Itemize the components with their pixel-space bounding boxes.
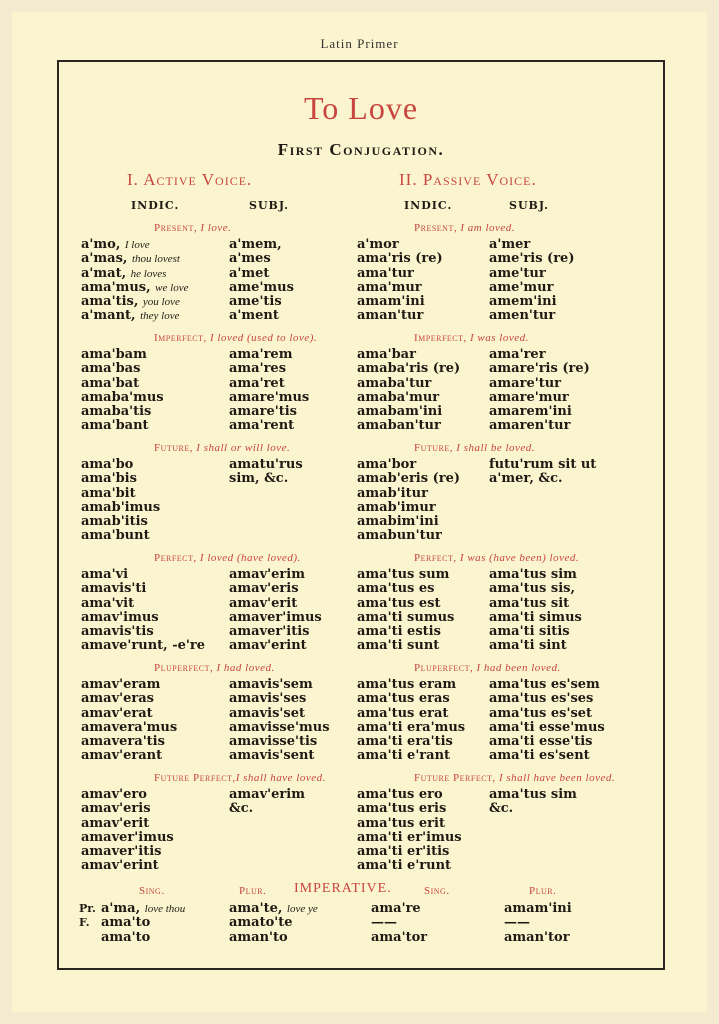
verb-form: ama'ti estis xyxy=(357,624,441,640)
verb-form: amab'eris (re) xyxy=(357,471,460,487)
verb-form: ama'ti esse'mus xyxy=(489,719,605,735)
verb-form: ama'tus es'ses xyxy=(489,691,594,707)
imperative-form xyxy=(101,916,185,930)
imperative-plur-label: Plur. xyxy=(239,885,267,897)
imperative-heading: IMPERATIVE. xyxy=(294,881,392,896)
verb-form: ama'res xyxy=(229,361,287,377)
verb-form: ama'ti era'mus xyxy=(357,719,466,735)
verb-form: amavera'mus xyxy=(81,719,178,735)
verb-form: amavera'tis xyxy=(81,734,165,750)
english-gloss: they love xyxy=(140,310,180,323)
active-future-indic-column xyxy=(81,458,160,544)
verb-form: ama'bas xyxy=(81,361,141,377)
verb-form: amaba'tis xyxy=(81,404,152,420)
passive-imperfect-label: Imperfect, I was loved. xyxy=(414,332,529,344)
verb-form: amav'erat xyxy=(81,705,153,721)
verb-form: ama'tus sis, xyxy=(489,581,575,597)
verb-form: ama'bant xyxy=(81,418,149,434)
active-perfect-label: Perfect, I loved (have loved). xyxy=(154,552,301,564)
verb-form: ama'bam xyxy=(81,347,147,362)
imperative-row-labels xyxy=(79,902,96,931)
verb-form xyxy=(81,295,188,309)
verb-form: ame'mur xyxy=(489,279,554,295)
verb-form: amavisse'mus xyxy=(229,719,330,735)
imperative-form: —— xyxy=(371,915,397,931)
passive-pluperfect-subj-column xyxy=(489,678,605,764)
conjugation-frame xyxy=(57,60,665,970)
verb-form: a'mes xyxy=(229,251,271,267)
verb-form: ama'bo xyxy=(81,457,134,472)
latin-form: ama'to xyxy=(101,915,151,931)
verb-form: amav'erim xyxy=(229,567,305,582)
active-present-indic-column xyxy=(81,238,188,324)
verb-form: ama'ti es'sent xyxy=(489,748,590,764)
passive-perfect-subj-column xyxy=(489,568,582,654)
verb-form: ama'bis xyxy=(81,471,137,487)
verb-form: ama'mur xyxy=(357,279,422,295)
active-present-label: Present, I love. xyxy=(154,222,232,234)
verb-form: amav'erant xyxy=(81,748,163,764)
active-present-subj-column xyxy=(229,238,294,324)
latin-form: ama'tis, xyxy=(81,294,143,310)
verb-form: amam'ini xyxy=(357,294,425,310)
english-gloss: he loves xyxy=(130,267,167,280)
verb-form: amare'mus xyxy=(229,389,310,405)
verb-form: amavisse'tis xyxy=(229,734,318,750)
verb-form: amav'eras xyxy=(81,691,154,707)
english-gloss: love ye xyxy=(286,903,318,915)
verb-form: ama'ti e'rant xyxy=(357,748,451,764)
verb-form: amaren'tur xyxy=(489,418,571,434)
verb-form: ama'ris (re) xyxy=(357,251,443,267)
verb-form: ama'tus sim xyxy=(489,567,577,582)
passive-indic-header: INDIC. xyxy=(404,199,453,212)
verb-form: a'mem, xyxy=(229,237,282,252)
latin-form: a'mas, xyxy=(81,251,132,267)
verb-form: ama'tus sum xyxy=(357,567,450,582)
verb-form: amabun'tur xyxy=(357,528,442,544)
verb-form: ama'tus es xyxy=(357,581,435,597)
verb-form: ama'tus erat xyxy=(357,705,449,721)
verb-form: ama'ti sunt xyxy=(357,638,440,654)
passive-future_perfect-label: Future Perfect, I shall have been loved. xyxy=(414,772,616,784)
latin-form: amato'te xyxy=(229,915,293,931)
verb-form: ame'tis xyxy=(229,294,282,310)
active-future-subj-column xyxy=(229,458,303,487)
verb-form: a'mer, &c. xyxy=(489,471,563,487)
imperative-passive-sing xyxy=(371,902,427,945)
verb-form: amav'eris xyxy=(81,801,151,817)
passive-subj-header: SUBJ. xyxy=(509,199,550,212)
verb-form: ama'vit xyxy=(81,595,135,611)
imperative-passive-plur xyxy=(504,902,572,945)
active-future_perfect-subj-column xyxy=(229,788,305,817)
verb-form: amaver'itis xyxy=(81,844,162,860)
imperative-form xyxy=(229,931,318,945)
verb-form: amaver'imus xyxy=(229,609,322,625)
verb-form: ama'tus eram xyxy=(357,677,457,692)
english-gloss: you love xyxy=(142,296,180,309)
active-indic-header: INDIC. xyxy=(131,199,180,212)
verb-form: amav'erit xyxy=(81,815,150,831)
passive-present-subj-column xyxy=(489,238,574,324)
verb-form: ama'bunt xyxy=(81,528,150,544)
verb-form: aman'tur xyxy=(357,308,424,324)
english-gloss: love thou xyxy=(144,903,186,915)
active-pluperfect-label: Pluperfect, I had loved. xyxy=(154,662,275,674)
active-future_perfect-indic-column xyxy=(81,788,174,874)
imperative-form xyxy=(229,902,318,916)
verb-form: ama'bar xyxy=(357,347,416,362)
verb-form: amav'erint xyxy=(81,858,159,874)
verb-form: amav'erint xyxy=(229,638,307,654)
verb-form: ama'bit xyxy=(81,485,136,501)
verb-form: amavis'sem xyxy=(229,677,313,692)
verb-form: ama'tur xyxy=(357,265,414,281)
verb-form: ame'ris (re) xyxy=(489,251,575,267)
verb-form: amatu'rus xyxy=(229,457,303,472)
verb-form: amaban'tur xyxy=(357,418,441,434)
verb-form: ama'tus es'sem xyxy=(489,677,600,692)
verb-form: futu'rum sit ut xyxy=(489,457,597,472)
verb-form: amav'ero xyxy=(81,787,147,802)
passive-present-label: Present, I am loved. xyxy=(414,222,516,234)
verb-form: ama'rer xyxy=(489,347,546,362)
verb-form: ama'tus es'set xyxy=(489,705,593,721)
english-gloss: I love xyxy=(124,239,150,251)
verb-form: a'met xyxy=(229,265,270,281)
verb-form: a'ment xyxy=(229,308,279,324)
verb-form: ama'tus eras xyxy=(357,691,450,707)
verb-form: amaba'mur xyxy=(357,389,440,405)
verb-form: amav'eram xyxy=(81,677,161,692)
verb-form: amav'erit xyxy=(229,595,298,611)
verb-form: ama'tus eris xyxy=(357,801,447,817)
latin-form: a'mat, xyxy=(81,265,131,281)
passive-pluperfect-label: Pluperfect, I had been loved. xyxy=(414,662,561,674)
passive-future-indic-column xyxy=(357,458,460,544)
active-imperfect-indic-column xyxy=(81,348,164,434)
verb-form: ama'ti er'imus xyxy=(357,829,462,845)
active-voice-heading: I. Active Voice. xyxy=(127,170,253,189)
imperative-plur-label-2: Plur. xyxy=(529,885,557,897)
latin-form: ama'to xyxy=(101,929,151,945)
verb-form: ama'ti er'itis xyxy=(357,844,450,860)
verb-form: amab'imur xyxy=(357,499,436,515)
imperative-sing-label-2: Sing. xyxy=(424,885,450,897)
english-gloss: thou lovest xyxy=(131,253,180,266)
verb-form: ama'ti era'tis xyxy=(357,734,453,750)
verb-form: amaver'imus xyxy=(81,829,174,845)
verb-form: ama'ti sumus xyxy=(357,609,455,625)
passive-future-label: Future, I shall be loved. xyxy=(414,442,536,454)
verb-form: ama'tus ero xyxy=(357,787,443,802)
verb-form: amare'mur xyxy=(489,389,569,405)
verb-form: ama'ti esse'tis xyxy=(489,734,593,750)
verb-form: ama'rem xyxy=(229,347,293,362)
passive-future_perfect-indic-column xyxy=(357,788,462,874)
active-future-label: Future, I shall or will love. xyxy=(154,442,291,454)
verb-form: ama'ti sitis xyxy=(489,624,570,640)
verb-form: amav'eris xyxy=(229,581,299,597)
active-pluperfect-subj-column xyxy=(229,678,330,764)
verb-form: amaba'ris (re) xyxy=(357,361,461,377)
imperative-sing-label: Sing. xyxy=(139,885,165,897)
verb-form: amaba'mus xyxy=(81,389,164,405)
page xyxy=(12,12,707,1012)
verb-form xyxy=(81,238,188,252)
verb-form: ama'tus sit xyxy=(489,595,570,611)
imperative-form: amam'ini xyxy=(504,901,572,916)
latin-form: aman'to xyxy=(229,929,288,945)
passive-pluperfect-indic-column xyxy=(357,678,465,764)
imperative-form: —— xyxy=(504,915,530,931)
verb-form: ama'rent xyxy=(229,418,295,434)
latin-form: a'mant, xyxy=(81,308,141,324)
verb-form xyxy=(81,281,188,295)
passive-perfect-indic-column xyxy=(357,568,454,654)
imperative-form xyxy=(101,902,185,916)
verb-form: ama'ret xyxy=(229,375,285,391)
verb-form: ama'bat xyxy=(81,375,140,391)
imperative-active-plur xyxy=(229,902,318,945)
imperative-form xyxy=(229,916,318,930)
passive-imperfect-subj-column xyxy=(489,348,590,434)
conjugation-subtitle: First Conjugation. xyxy=(277,140,445,159)
verb-form: amavis'set xyxy=(229,705,305,721)
passive-perfect-label: Perfect, I was (have been) loved. xyxy=(414,552,580,564)
verb-form: amavis'tis xyxy=(81,624,154,640)
verb-form: ama'tus erit xyxy=(357,815,445,831)
verb-form: &c. xyxy=(229,801,254,817)
verb-form: amen'tur xyxy=(489,308,556,324)
page-title: To Love xyxy=(303,90,419,126)
latin-form: ama'te, xyxy=(229,901,287,916)
verb-form: amaba'tur xyxy=(357,375,432,391)
verb-form: amav'erim xyxy=(229,787,305,802)
verb-form: ama'vi xyxy=(81,567,129,582)
verb-form: ama'bor xyxy=(357,457,417,472)
verb-form: amav'imus xyxy=(81,609,159,625)
imperative-form: ama'tor xyxy=(371,929,428,945)
latin-form: a'ma, xyxy=(101,901,145,916)
verb-form xyxy=(81,267,188,281)
verb-form: amaver'itis xyxy=(229,624,310,640)
verb-form: amab'itur xyxy=(357,485,428,501)
active-subj-header: SUBJ. xyxy=(249,199,290,212)
verb-form: amarem'ini xyxy=(489,404,572,420)
verb-form: ama'ti sint xyxy=(489,638,567,654)
active-perfect-indic-column xyxy=(81,568,205,654)
latin-form: a'mo, xyxy=(81,237,125,252)
active-future_perfect-label: Future Perfect,I shall have loved. xyxy=(154,772,326,784)
verb-form: amave'runt, -e're xyxy=(81,638,205,654)
verb-form: ama'tus sim xyxy=(489,787,577,802)
verb-form: amabim'ini xyxy=(357,514,439,530)
active-pluperfect-indic-column xyxy=(81,678,177,764)
verb-form xyxy=(81,252,188,266)
verb-form: amare'ris (re) xyxy=(489,361,590,377)
verb-form: ame'mus xyxy=(229,279,294,295)
verb-form: amavis'ses xyxy=(229,691,307,707)
verb-form: a'mer xyxy=(489,237,531,252)
passive-future_perfect-subj-column xyxy=(489,788,577,817)
passive-future-subj-column xyxy=(489,458,596,487)
verb-form: amare'tis xyxy=(229,404,297,420)
imperative-active-sing xyxy=(101,902,185,945)
active-imperfect-subj-column xyxy=(229,348,309,434)
verb-form: amab'imus xyxy=(81,499,161,515)
verb-form: ama'ti e'runt xyxy=(357,858,452,874)
verb-form xyxy=(81,309,188,323)
active-imperfect-label: Imperfect, I loved (used to love). xyxy=(154,332,318,344)
verb-form: amavis'ti xyxy=(81,581,147,597)
passive-voice-heading: II. Passive Voice. xyxy=(399,170,537,189)
verb-form: amavis'sent xyxy=(229,748,315,764)
verb-form: &c. xyxy=(489,801,514,817)
imperative-form: ama're xyxy=(371,901,421,916)
future-label: F. xyxy=(79,916,90,930)
verb-form: amab'itis xyxy=(81,514,148,530)
english-gloss: we love xyxy=(155,281,189,294)
verb-form: sim, &c. xyxy=(229,471,289,487)
verb-form: amem'ini xyxy=(489,294,557,310)
present-label: Pr. xyxy=(79,902,96,915)
passive-imperfect-indic-column xyxy=(357,348,460,434)
verb-form: amare'tur xyxy=(489,375,562,391)
verb-form: amabam'ini xyxy=(357,404,443,420)
verb-form: ame'tur xyxy=(489,265,546,281)
passive-present-indic-column xyxy=(357,238,443,324)
latin-form: ama'mus, xyxy=(81,279,156,295)
verb-form: ama'ti simus xyxy=(489,609,582,625)
verb-form: ama'tus est xyxy=(357,595,441,611)
imperative-form xyxy=(101,931,185,945)
verb-form: a'mor xyxy=(357,237,399,252)
running-header: Latin Primer xyxy=(320,36,399,51)
imperative-form: aman'tor xyxy=(504,929,570,945)
active-perfect-subj-column xyxy=(229,568,322,654)
